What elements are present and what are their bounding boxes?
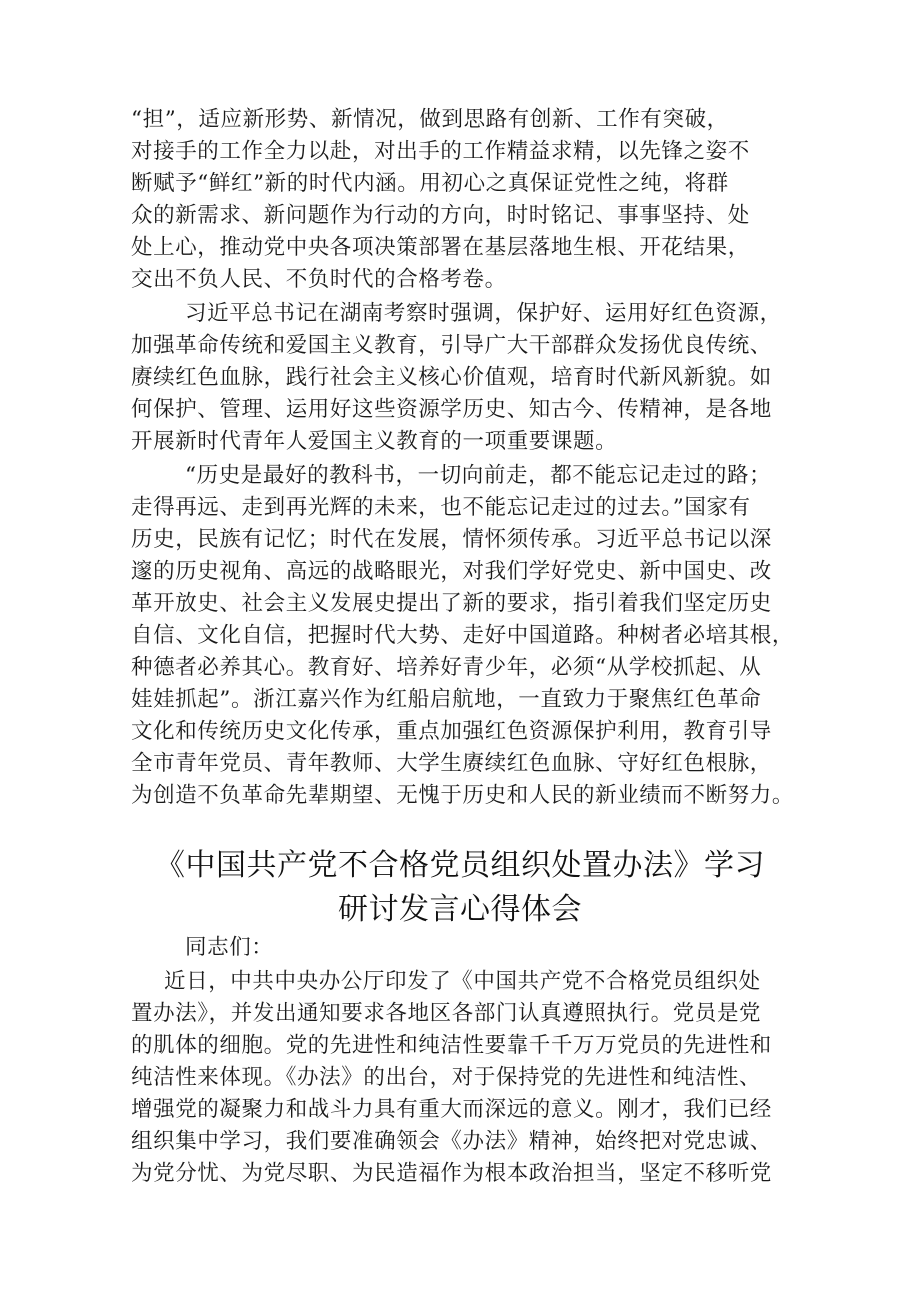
paragraph-line: 革开放史、社会主义发展史提出了新的要求，指引着我们坚定历史 [131, 591, 772, 616]
paragraph-line: 走得再远、走到再光辉的未来，也不能忘记走过的过去。”国家有 [131, 495, 751, 520]
paragraph-line: 赓续红色血脉，践行社会主义核心价值观，培育时代新风新貌。如 [131, 365, 772, 390]
paragraph-line: 娃娃抓起”。浙江嘉兴作为红船启航地，一直致力于聚焦红色革命 [131, 687, 762, 712]
paragraph-line: 众的新需求、新问题作为行动的方向，时时铭记、事事坚持、处 [131, 203, 750, 228]
paragraph-line: 种德者必养其心。教育好、培养好青少年，必须“从学校抓起、从 [131, 655, 762, 680]
paragraph-line: 何保护、管理、运用好这些资源学历史、知古今、传精神，是各地 [131, 397, 772, 422]
paragraph-line: 习近平总书记在湖南考察时强调，保护好、运用好红色资源， [185, 301, 782, 326]
paragraph-line: 交出不负人民、不负时代的合格考卷。 [131, 267, 507, 292]
paragraph-line: 全市青年党员、青年教师、大学生赓续红色血脉、守好红色根脉， [131, 751, 772, 776]
paragraph-line: 增强党的凝聚力和战斗力具有重大而深远的意义。刚才，我们已经 [131, 1097, 772, 1122]
paragraph-line: 断赋予“鲜红”新的时代内涵。用初心之真保证党性之纯，将群 [131, 171, 729, 196]
section-title-line-2: 研讨发言心得体会 [338, 892, 582, 927]
paragraph-line: 近日，中共中央办公厅印发了《中国共产党不合格党员组织处 [164, 969, 761, 994]
paragraph-line: 开展新时代青年人爱国主义教育的一项重要课题。 [131, 429, 618, 454]
paragraph-line: 为创造不负革命先辈期望、无愧于历史和人民的新业绩而不断努力。 [131, 783, 795, 808]
salutation: 同志们： [185, 935, 274, 960]
paragraph-line: 自信、文化自信，把握时代大势、走好中国道路。种树者必培其根， [131, 623, 795, 648]
paragraph-line: 纯洁性来体现。《办法》的出台，对于保持党的先进性和纯洁性、 [131, 1065, 762, 1090]
paragraph-line: 置办法》，并发出通知要求各地区各部门认真遵照执行。党员是党 [131, 1001, 762, 1026]
paragraph-line: 组织集中学习，我们要准确领会《办法》精神，始终把对党忠诚、 [131, 1129, 772, 1154]
paragraph-line: 历史，民族有记忆；时代在发展，情怀须传承。习近平总书记以深 [131, 527, 772, 552]
paragraph-line: “历史是最好的教科书，一切向前走，都不能忘记走过的路； [185, 463, 772, 488]
paragraph-line: 文化和传统历史文化传承，重点加强红色资源保护利用，教育引导 [131, 719, 772, 744]
paragraph-line: 为党分忧、为党尽职、为民造福作为根本政治担当，坚定不移听党 [131, 1161, 772, 1186]
paragraph-line: 对接手的工作全力以赴，对出手的工作精益求精，以先锋之姿不 [131, 139, 750, 164]
paragraph-line: 的肌体的细胞。党的先进性和纯洁性要靠千千万万党员的先进性和 [131, 1033, 772, 1058]
section-title-line-1: 《中国共产党不合格党员组织处置办法》学习 [155, 848, 765, 883]
paragraph-line: “担”，适应新形势、新情况，做到思路有创新、工作有突破， [131, 107, 729, 132]
paragraph-line: 加强革命传统和爱国主义教育，引导广大干部群众发扬优良传统、 [131, 333, 772, 358]
paragraph-line: 处上心，推动党中央各项决策部署在基层落地生根、开花结果， [131, 235, 750, 260]
paragraph-line: 邃的历史视角、高远的战略眼光，对我们学好党史、新中国史、改 [131, 559, 772, 584]
